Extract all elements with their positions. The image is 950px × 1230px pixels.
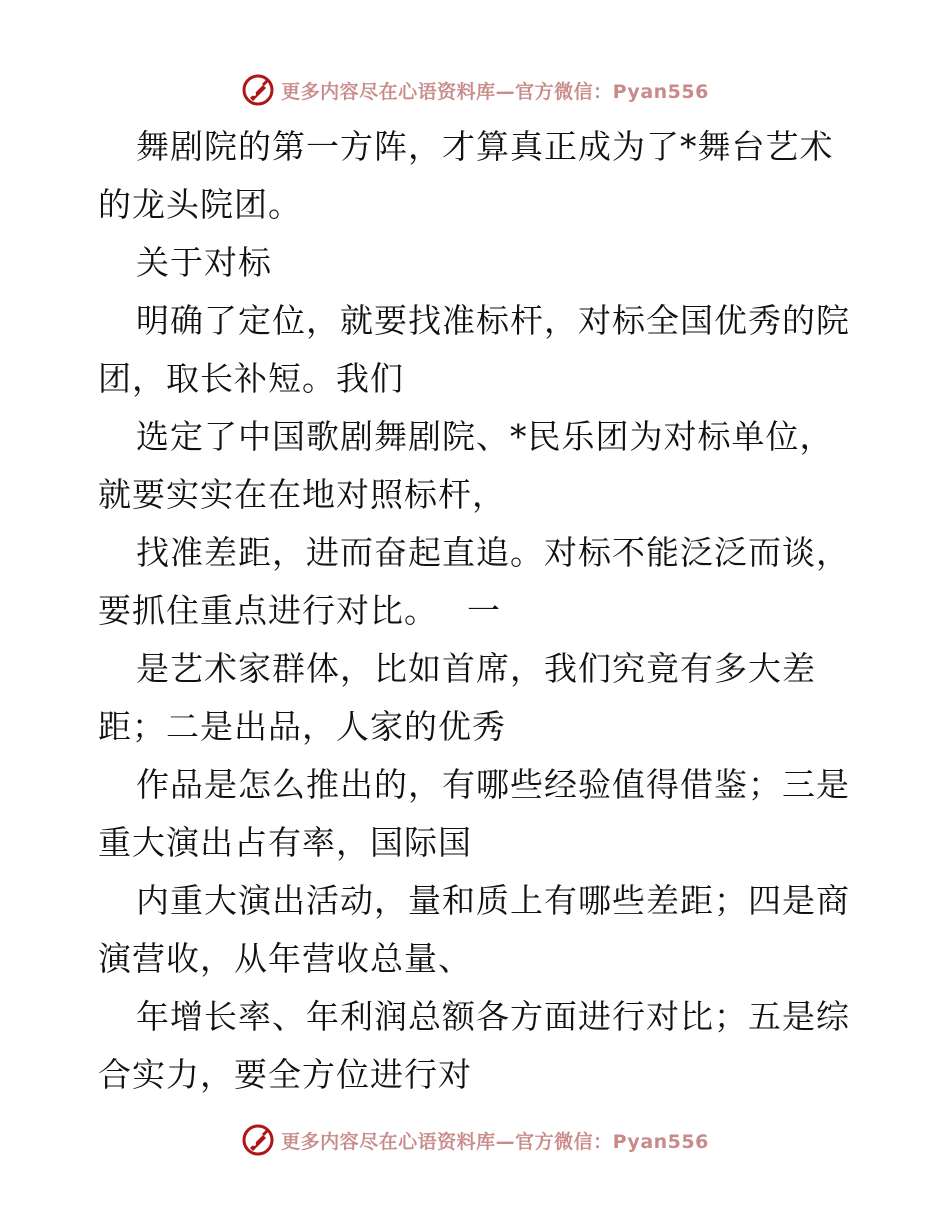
watermark-text: 更多内容尽在心语资料库—官方微信：Pyan556 bbox=[281, 80, 709, 103]
text-line bbox=[98, 118, 858, 176]
footer-watermark bbox=[0, 1120, 950, 1160]
text-line-content: 年增长率、年利润总额各方面进行对比；五是综 bbox=[136, 997, 850, 1036]
pen-nib-logo-icon bbox=[241, 73, 275, 107]
text-line bbox=[98, 582, 858, 640]
header-watermark bbox=[0, 70, 950, 110]
text-line bbox=[98, 814, 858, 872]
watermark-text: 更多内容尽在心语资料库—官方微信：Pyan556 bbox=[281, 1130, 709, 1153]
text-line-content: 距；二是出品，人家的优秀 bbox=[98, 707, 506, 746]
text-line bbox=[98, 524, 858, 582]
text-line bbox=[98, 176, 858, 234]
text-line bbox=[98, 698, 858, 756]
text-line bbox=[98, 872, 858, 930]
text-line-content: 选定了中国歌剧舞剧院、*民乐团为对标单位， bbox=[136, 417, 834, 456]
text-line bbox=[98, 756, 858, 814]
text-line bbox=[98, 640, 858, 698]
text-line-content: 就要实实在在地对照标杆， bbox=[98, 475, 506, 514]
document-body bbox=[98, 118, 858, 1104]
text-line bbox=[98, 350, 858, 408]
text-line-content: 找准差距，进而奋起直追。对标不能泛泛而谈， bbox=[136, 533, 850, 572]
text-line-content: 的龙头院团。 bbox=[98, 185, 302, 224]
text-line bbox=[98, 930, 858, 988]
text-line-content: 演营收，从年营收总量、 bbox=[98, 939, 472, 978]
text-line-content: 内重大演出活动，量和质上有哪些差距；四是商 bbox=[136, 881, 850, 920]
text-line-content: 团，取长补短。我们 bbox=[98, 359, 404, 398]
text-line bbox=[98, 1046, 858, 1104]
text-line-content: 是艺术家群体，比如首席，我们究竟有多大差 bbox=[136, 649, 816, 688]
text-line bbox=[98, 234, 858, 292]
text-line-content: 舞剧院的第一方阵，才算真正成为了*舞台艺术 bbox=[136, 127, 834, 166]
pen-nib-logo-icon bbox=[241, 1123, 275, 1157]
text-line-content: 重大演出占有率，国际国 bbox=[98, 823, 472, 862]
text-line bbox=[98, 408, 858, 466]
text-line-content: 作品是怎么推出的，有哪些经验值得借鉴；三是 bbox=[136, 765, 850, 804]
text-line bbox=[98, 292, 858, 350]
text-line bbox=[98, 466, 858, 524]
text-line-content: 明确了定位，就要找准标杆，对标全国优秀的院 bbox=[136, 301, 850, 340]
text-line-content: 合实力，要全方位进行对 bbox=[98, 1055, 472, 1094]
text-line-content: 关于对标 bbox=[136, 243, 272, 282]
text-line bbox=[98, 988, 858, 1046]
text-line-content: 要抓住重点进行对比。 一 bbox=[98, 591, 501, 630]
